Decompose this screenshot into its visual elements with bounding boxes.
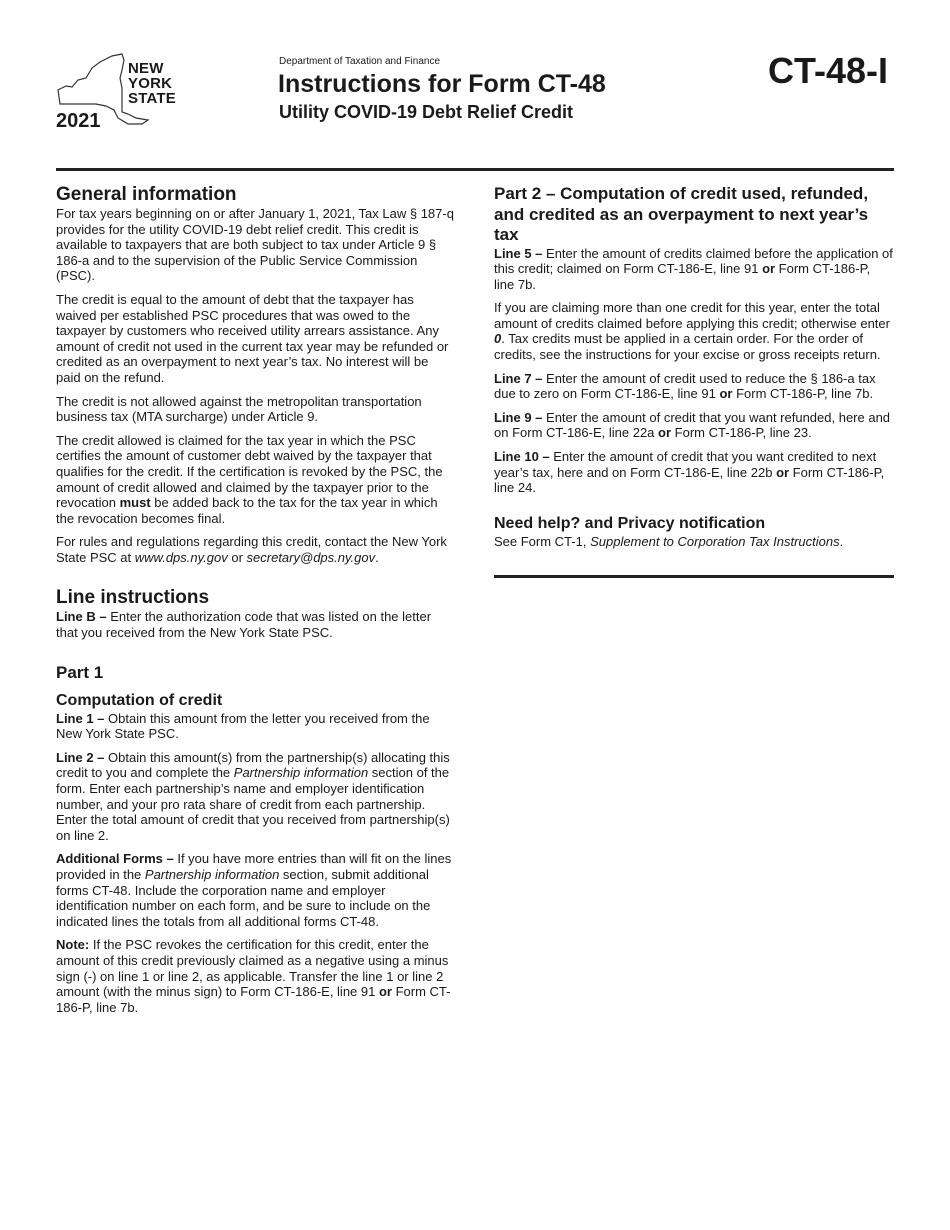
nys-logo [56, 52, 186, 132]
psc-email-link[interactable]: secretary@dps.ny.gov [246, 549, 376, 565]
line-9-instruction: Line 9 – Enter the amount of credit that you want refunded, here and on Form CT-186-E, line 22a or Form CT-186-P, line 23. [494, 409, 891, 441]
left-column [56, 184, 456, 1023]
line-10-instruction: Line 10 – Enter the amount of credit that you want credited to next year’s tax, here and on Form CT-186-E, line 22b or Form CT-186-P, line 24. [494, 449, 885, 496]
need-help-text: See Form CT-1, Supplement to Corporation Tax Instructions. [494, 533, 844, 549]
logo-text-new: NEW [128, 60, 164, 77]
general-information-heading: General information [56, 184, 237, 205]
part-1-heading: Part 1 [56, 662, 104, 682]
psc-website-link[interactable]: www.dps.ny.gov [134, 549, 228, 565]
form-year: 2021 [56, 110, 101, 132]
header-divider [56, 168, 894, 171]
logo-text-york: YORK [128, 75, 173, 92]
logo-text-state: STATE [128, 90, 176, 107]
general-paragraph-1: For tax years beginning on or after January 1, 2021, Tax Law § 187-q provides for the utility COVID-19 debt relief credit. This credit is available to taxpayers that are both subject to tax under Article 9 § 186-a and to the supervision of the Public Service Commission (PSC). [56, 206, 454, 284]
line-instructions-heading: Line instructions [56, 587, 210, 609]
general-paragraph-4: The credit allowed is claimed for the tax year in which the PSC certifies the amount of customer debt waived by the taxpayer that qualifies for the credit. If the certification is revoked by the PSC, the amount of credit allowed and claimed by the taxpayer prior to the revocation must be added back to the tax for the tax year in which the revocation becomes final. [56, 432, 443, 526]
page-subtitle: Utility COVID-19 Debt Relief Credit [279, 102, 574, 122]
page-title: Instructions for Form CT-48 [278, 70, 606, 98]
multiple-credits-instruction: If you are claiming more than one credit for this year, enter the total amount of credits claimed before applying this credit; otherwise enter 0. Tax credits must be applied in a certain order. For the order of credits, see the instructions for your excise or gross receipts return. [494, 300, 890, 363]
part-2-heading: Part 2 – Computation of credit used, refunded, and credited as an overpayment to next year’s tax [494, 184, 869, 244]
line-7-instruction: Line 7 – Enter the amount of credit used to reduce the § 186-a tax due to zero on Form CT-186-E, line 91 or Form CT-186-P, line 7b. [494, 370, 876, 402]
line-2-instruction: Line 2 – Obtain this amount(s) from the partnership(s) allocating this credit to you and complete the Partnership information section of the form. Enter each partnership’s name and employer identification number, and your pro rata share of credit from each partnership. Enter the total amount of credit that you received from partnership(s) on line 2. [56, 749, 450, 843]
line-1-instruction: Line 1 – Obtain this amount from the letter you received from the New York State PSC. [56, 710, 430, 742]
line-b-instruction: Line B – Enter the authorization code that was listed on the letter that you received from the New York State PSC. [56, 609, 432, 641]
right-column [494, 184, 894, 578]
general-paragraph-2: The credit is equal to the amount of debt that the taxpayer has waived per established PSC procedures that was owed to the taxpayer by customers who received utility arrears assistance. Any amount of credit not used in the current tax year may be refunded or credited as an overpayment to next year’s tax. No interest will be paid on the refund. [56, 291, 449, 385]
general-paragraph-3: The credit is not allowed against the metropolitan transportation business tax (MTA surcharge) under Article 9. [56, 393, 422, 425]
computation-of-credit-heading: Computation of credit [56, 691, 223, 709]
general-paragraph-5: For rules and regulations regarding this credit, contact the New York State PSC at www.dps.ny.gov or secretary@dps.ny.gov. [56, 534, 447, 565]
form-code: CT-48-I [768, 50, 889, 91]
line-5-instruction: Line 5 – Enter the amount of credits claimed before the application of this credit; claimed on Form CT-186-E, line 91 or Form CT-186-P, line 7b. [494, 245, 893, 292]
additional-forms-instruction: Additional Forms – If you have more entries than will fit on the lines provided in the Partnership information section, submit additional forms CT-48. Include the corporation name and employer identification number on each form, and be sure to include on the indicated lines the totals from all additional forms CT-48. [56, 851, 452, 929]
need-help-heading: Need help? and Privacy notification [494, 514, 766, 532]
note-instruction: Note: If the PSC revokes the certification for this credit, enter the amount of this credit previously claimed as a negative using a minus sign (-) on line 1 or line 2, as applicable. Transfer the line 1 or line 2 amount (with the minus sign) to Form CT-186-E, line 91 or Form CT-186-P, line 7b. [56, 937, 451, 1015]
department-name: Department of Taxation and Finance [279, 56, 441, 67]
end-divider [494, 575, 894, 578]
